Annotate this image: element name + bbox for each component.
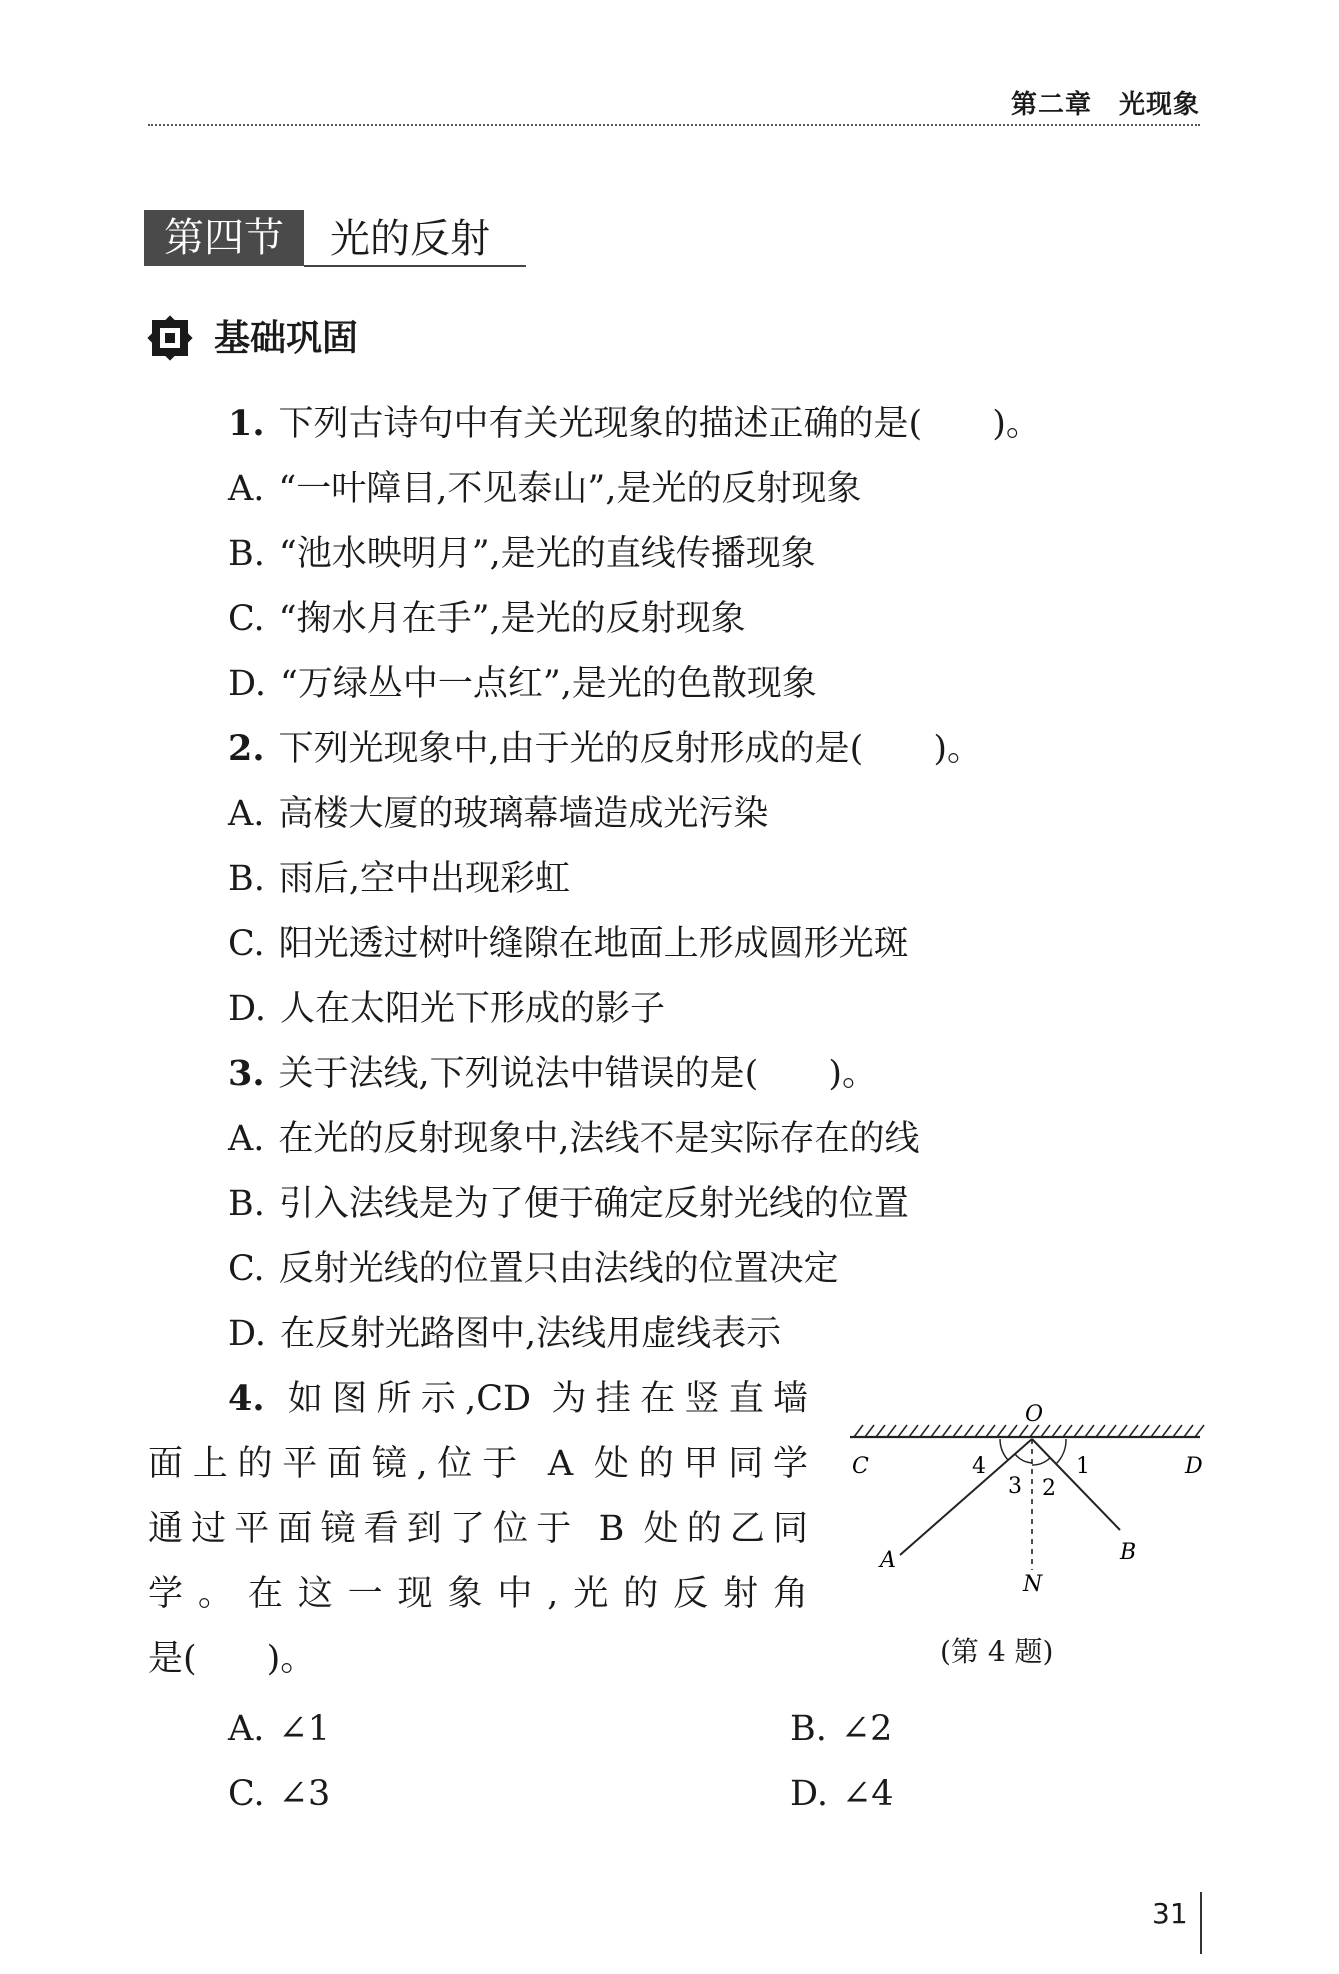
mirror-hatch-mark (1129, 1425, 1138, 1437)
mirror-hatch-mark (876, 1425, 885, 1437)
mirror-hatch-mark (997, 1425, 1006, 1437)
question-2-option-d (228, 985, 665, 1033)
mirror-hatch-mark (865, 1425, 874, 1437)
question-2-option-a (228, 790, 768, 838)
label-N: N (1023, 1572, 1043, 1597)
section-title: 光的反射 (330, 216, 490, 262)
mirror-hatch-mark (1063, 1425, 1072, 1437)
option-text: 阳光透过树叶缝隙在地面上形成圆形光斑 (278, 924, 909, 964)
mirror-hatch-mark (1074, 1425, 1083, 1437)
subsection-heading: 基础巩固 (214, 318, 359, 359)
option-letter: A. (228, 469, 265, 509)
option-text: 人在太阳光下形成的影子 (279, 989, 665, 1029)
question-number: 3. (228, 1053, 265, 1094)
question-1-option-c (228, 595, 746, 643)
mirror-hatch-mark (1107, 1425, 1116, 1437)
reflection-diagram (840, 1395, 1210, 1620)
question-text: 关于法线,下列说法中错误的是( )。 (278, 1054, 877, 1094)
page-number: 31 (1152, 1897, 1188, 1930)
label-O: O (1025, 1402, 1044, 1427)
option-letter: A. (228, 1119, 265, 1159)
mirror-hatch-mark (942, 1425, 951, 1437)
mirror-hatch-mark (898, 1425, 907, 1437)
question-number: 1. (228, 403, 265, 444)
mirror-hatch-mark (1096, 1425, 1105, 1437)
label-angle-2: 2 (1042, 1476, 1056, 1501)
option-text: ∠4 (841, 1774, 894, 1814)
label-D: D (1185, 1454, 1203, 1479)
mirror-hatch-mark (975, 1425, 984, 1437)
option-letter: C. (228, 1774, 265, 1814)
option-letter: A. (228, 794, 265, 834)
option-letter: D. (790, 1774, 828, 1814)
mirror-hatch-mark (909, 1425, 918, 1437)
question-4-stem-line-4: 学。在这一现象中,光的反射角 (148, 1574, 808, 1614)
option-text: ∠1 (278, 1709, 331, 1749)
option-letter: C. (228, 924, 265, 964)
question-text: 下列古诗句中有关光现象的描述正确的是( )。 (278, 404, 1041, 444)
option-letter: B. (228, 1184, 265, 1224)
option-text: ∠2 (840, 1709, 893, 1749)
option-letter: D. (228, 664, 266, 704)
label-angle-1: 1 (1076, 1454, 1090, 1479)
option-text: 高楼大厦的玻璃幕墙造成光污染 (278, 794, 769, 834)
mirror-hatch-mark (1140, 1425, 1149, 1437)
question-1-option-d (228, 660, 817, 708)
option-text: “掬水月在手”,是光的反射现象 (278, 599, 746, 639)
label-A: A (880, 1548, 896, 1573)
option-letter: B. (790, 1709, 827, 1749)
option-text: 反射光线的位置只由法线的位置决定 (278, 1249, 839, 1289)
question-1-option-b (228, 530, 816, 578)
option-letter: A. (228, 1709, 265, 1749)
question-1-stem (228, 400, 1041, 448)
question-2-stem (228, 725, 982, 773)
angle-2-arc (1032, 1458, 1050, 1465)
mirror-hatch-mark (1008, 1425, 1017, 1437)
question-4-stem-line-1 (228, 1375, 808, 1423)
gear-icon (144, 312, 196, 364)
mirror-hatch-mark (920, 1425, 929, 1437)
label-B: B (1120, 1540, 1137, 1565)
mirror-hatch-mark (964, 1425, 973, 1437)
option-text: ∠3 (278, 1774, 331, 1814)
option-letter: D. (228, 989, 266, 1029)
option-letter: B. (228, 859, 265, 899)
question-3-option-a (228, 1115, 920, 1163)
angle-3-arc (1015, 1454, 1032, 1463)
mirror-hatch-mark (854, 1425, 863, 1437)
figure-caption: (第 4 题) (940, 1635, 1054, 1668)
question-3-option-c (228, 1245, 839, 1293)
question-4-option-a (228, 1705, 330, 1753)
section-number-badge: 第四节 (144, 210, 304, 266)
option-text: “一叶障目,不见泰山”,是光的反射现象 (278, 469, 862, 509)
question-3-option-d (228, 1310, 781, 1358)
label-angle-3: 3 (1008, 1474, 1022, 1499)
question-4-option-c (228, 1770, 330, 1818)
question-3-option-b (228, 1180, 909, 1228)
question-4-option-b (790, 1705, 892, 1753)
angle-1-arc (1056, 1439, 1066, 1464)
mirror-hatch-mark (931, 1425, 940, 1437)
mirror-hatch-mark (1184, 1425, 1193, 1437)
mirror-hatch-mark (1195, 1425, 1204, 1437)
mirror-hatch-mark (1118, 1425, 1127, 1437)
mirror-hatch-mark (1162, 1425, 1171, 1437)
option-letter: D. (228, 1314, 266, 1354)
question-2-option-b (228, 855, 570, 903)
option-text: 雨后,空中出现彩虹 (278, 859, 570, 899)
option-letter: C. (228, 1249, 265, 1289)
mirror-hatch-mark (1052, 1425, 1061, 1437)
question-text: 如图所示,CD 为挂在竖直墙 (278, 1379, 808, 1419)
page-number-rule (1200, 1892, 1202, 1954)
option-text: 在光的反射现象中,法线不是实际存在的线 (278, 1119, 920, 1159)
question-4-stem-line-2: 面上的平面镜,位于 A 处的甲同学 (148, 1444, 808, 1484)
section-title-underline (304, 265, 526, 267)
option-text: 在反射光路图中,法线用虚线表示 (279, 1314, 782, 1354)
mirror-hatch-mark (986, 1425, 995, 1437)
question-4-stem-line-5: 是( )。 (148, 1639, 316, 1679)
running-header: 第二章 光现象 (1010, 90, 1200, 120)
angle-4-arc (1000, 1439, 1008, 1460)
option-text: 引入法线是为了便于确定反射光线的位置 (278, 1184, 909, 1224)
option-letter: C. (228, 599, 265, 639)
option-letter: B. (228, 534, 265, 574)
header-divider (148, 124, 1200, 126)
option-text: “万绿丛中一点红”,是光的色散现象 (279, 664, 817, 704)
label-angle-4: 4 (972, 1454, 986, 1479)
question-number: 4. (228, 1378, 265, 1419)
mirror-hatch-mark (1151, 1425, 1160, 1437)
question-4-option-d (790, 1770, 894, 1818)
mirror-hatch-mark (1173, 1425, 1182, 1437)
question-1-option-a (228, 465, 861, 513)
question-2-option-c (228, 920, 909, 968)
mirror-hatch-mark (1085, 1425, 1094, 1437)
option-text: “池水映明月”,是光的直线传播现象 (278, 534, 816, 574)
question-number: 2. (228, 728, 265, 769)
label-C: C (852, 1454, 869, 1479)
mirror-hatch-mark (887, 1425, 896, 1437)
question-3-stem (228, 1050, 877, 1098)
mirror-hatch-mark (953, 1425, 962, 1437)
question-4-stem-line-3: 通过平面镜看到了位于 B 处的乙同 (148, 1509, 808, 1549)
question-text: 下列光现象中,由于光的反射形成的是( )。 (278, 729, 982, 769)
